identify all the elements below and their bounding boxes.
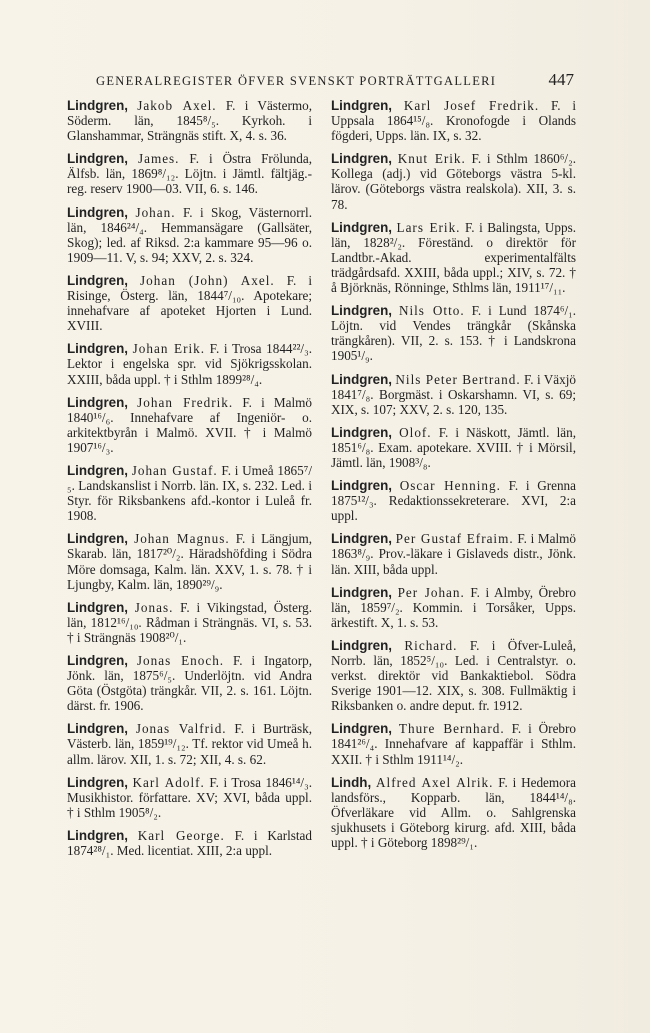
entry-given-names: Nils Peter Bertrand. (395, 371, 521, 387)
entry-text: F. i Längjum, Skarab. län, 1817²⁰/₂. Häradshöfding i Södra Möre domsaga, Kalm. län. XXV, 1. s. 78. † i Ljungby, Kalm. län, 1890²⁹/₉. (67, 531, 313, 592)
entry-surname: Lindgren, (331, 219, 392, 235)
entry-surname: Lindgren, (331, 371, 392, 387)
entry-surname: Lindgren, (331, 151, 392, 167)
entry-surname: Lindgren, (67, 462, 128, 478)
register-entry (67, 775, 312, 820)
entry-given-names: Oscar Henning. (399, 478, 501, 494)
entry-text: F. i Malmö 1840¹⁶/₆. Innehafvare af Ingeniör- o. arkitektbyrån i Malmö. XVII. † i Malmö 1907¹⁶/₃. (67, 394, 312, 455)
entry-text: F. i Skog, Västernorrl. län, 1846²⁴/₄. Hemmansägare (Gallsäter, Skog); led. af Riksd. 2:a kammare 95—96 o. 1909—11. V, s. 94; XXV, 2. s. 324. (67, 204, 313, 265)
entry-given-names: Johan. (135, 204, 176, 220)
entry-given-names: Alfred Axel Alrik. (376, 774, 494, 790)
entry-given-names: Lars Erik. (396, 219, 461, 235)
register-entry (331, 478, 576, 523)
register-entry (331, 425, 576, 470)
register-entry (67, 98, 312, 143)
entry-surname: Lindgren, (331, 303, 392, 319)
register-entry (331, 303, 576, 363)
entry-text: F. i Sthlm 1860⁶/₂. Kollega (adj.) vid Göteborgs västra 5-kl. lärov. (Göteborgs västra realskola). XII, 3. s. 78. (331, 151, 576, 212)
entry-surname: Lindgren, (67, 98, 128, 113)
running-header (96, 70, 574, 94)
register-entry (331, 585, 576, 630)
entry-surname: Lindgren, (67, 341, 128, 357)
entry-given-names: Karl Josef Fredrik. (403, 98, 540, 113)
entry-given-names: Johan Magnus. (134, 531, 230, 547)
entry-given-names: Johan Gustaf. (131, 462, 218, 478)
running-title: GENERALREGISTER ÖFVER SVENSKT PORTRÄTTGALLERI (96, 74, 497, 88)
register-entry (67, 341, 312, 386)
entry-given-names: Johan Erik. (132, 341, 206, 357)
entry-given-names: Jonas Valfrid. (135, 721, 227, 737)
entry-text: F. i Ingatorp, Jönk. län, 1875⁶/₅. Underlöjtn. vid Andra Göta (Östgöta) trängkår. VII, 2. s. 161. Löjtn. därst. fr. 1906. (67, 653, 313, 714)
entry-text: F. i Risinge, Österg. län, 1844⁷/₁₀. Apotekare; innehafvare af apoteket Hjorten i Lund. XVIII. (67, 272, 312, 334)
right-column (331, 98, 576, 858)
register-entry (67, 205, 312, 265)
entry-text: F. i Östra Frölunda, Älfsb. län, 1869⁸/₁₂. Löjtn. i Jämtl. fältjäg.-reg. reserv 1900—03. VII, 6. s. 146. (67, 151, 313, 197)
entry-surname: Lindgren, (67, 721, 128, 737)
entry-given-names: Jonas Enoch. (136, 653, 225, 668)
entry-given-names: Johan (John) Axel. (140, 272, 275, 288)
entry-text: F. i Trosa 1846¹⁴/₃. Musikhistor. författare. XV; XVI, båda uppl. † i Sthlm 1905⁸/₂. (67, 774, 312, 820)
entry-given-names: James. (137, 151, 180, 167)
register-entry (67, 151, 312, 196)
entry-surname: Lindgren, (331, 721, 392, 737)
entry-surname: Lindgren, (331, 637, 392, 653)
entry-surname: Lindgren, (67, 653, 128, 668)
entry-surname: Lindgren, (67, 151, 128, 167)
entry-surname: Lindgren, (67, 774, 128, 790)
register-entry (331, 531, 576, 576)
entry-text: F. i Uppsala 1864¹⁵/₈. Kronofogde i Olands fögderi, Upps. län. IX, s. 32. (331, 98, 577, 144)
entry-text: F. i Karlstad 1874²⁸/₁. Med. licentiat. XIII, 2:a uppl. (67, 827, 313, 859)
register-entry (67, 721, 312, 766)
entry-given-names: Karl Adolf. (132, 774, 205, 790)
register-entry (67, 273, 312, 333)
entry-given-names: Olof. (399, 424, 432, 440)
entry-surname: Lindgren, (67, 272, 128, 288)
entry-text: F. i Växjö 1841⁷/₈. Borgmäst. i Oskarshamn. VI, s. 69; XIX, s. 107; XXV, 2. s. 120, 135. (331, 371, 576, 417)
register-entry (331, 721, 576, 766)
register-entry (331, 98, 576, 143)
register-entry (331, 775, 576, 850)
entry-given-names: Karl George. (137, 827, 225, 843)
entry-surname: Lindgren, (67, 599, 128, 615)
entry-given-names: Jonas. (134, 599, 174, 615)
page-number: 447 (548, 70, 574, 89)
entry-text: F. i Grenna 1875¹²/₃. Redaktionssekreterare. XVI, 2:a uppl. (331, 478, 577, 524)
register-entry (67, 653, 312, 713)
entry-surname: Lindh, (331, 774, 372, 790)
entry-text: F. i Örebro 1841²⁶/₄. Innehafvare af kappaffär i Sthlm. XXII. † i Sthlm 1911¹⁴/₂. (331, 721, 577, 767)
entry-text: F. i Öfver-Luleå, Norrb. län, 1852⁵/₁₀. Led. i Centralstyr. o. verkst. direktör vid Bankaktiebol. Södra Sverige 1901—12. XIX, s. 308. Fullmäktig i Riksbanken o. andre deput. fr. 1912. (331, 637, 577, 714)
entry-given-names: Richard. (404, 637, 458, 653)
entry-surname: Lindgren, (67, 204, 128, 220)
entry-surname: Lindgren, (67, 827, 128, 843)
entry-given-names: Jakob Axel. (137, 98, 217, 113)
entry-text: F. i Malmö 1863⁸/₉. Prov.-läkare i Gislaveds distr., Jönk. län. XIII, båda uppl. (331, 531, 576, 577)
register-entry (331, 638, 576, 713)
entry-given-names: Johan Fredrik. (137, 394, 234, 410)
left-column (67, 98, 312, 866)
entry-text: F. i Balingsta, Upps. län, 1828²/₂. Föreständ. o direktör för Landtbr.-Akad. experimentalfälts trädgårdsafd. XXIII, båda uppl.; XIV, s. 72. † å Björknäs, Rönninge, Sthlms län, 1911¹⁷/₁₁. (331, 219, 576, 296)
register-entry (67, 531, 312, 591)
entry-given-names: Per Johan. (397, 584, 465, 600)
entry-text: F. i Näskott, Jämtl. län, 1851⁶/₈. Exam. apotekare. XVIII. † i Mörsil, Jämtl. län, 1908³/₈. (331, 424, 577, 470)
register-entry (67, 463, 312, 523)
register-entry (67, 600, 312, 645)
entry-surname: Lindgren, (67, 394, 128, 410)
entry-text: F. i Vikingstad, Österg. län, 1812¹⁶/₁₀. Rådman i Strängnäs. VI, s. 53. † i Strängnäs 1908²⁰/₁. (67, 599, 312, 645)
register-entry (331, 220, 576, 295)
entry-text: F. i Trosa 1844²²/₃. Lektor i engelska spr. vid Sjökrigsskolan. XXIII, båda uppl. † i Sthlm 1899²⁸/₄. (67, 341, 312, 387)
register-entry (331, 372, 576, 417)
entry-surname: Lindgren, (67, 531, 128, 547)
entry-given-names: Per Gustaf Efraim. (395, 531, 514, 547)
entry-text: F. i Lund 1874⁶/₁. Löjtn. vid Vendes trängkår (Skånska trängkåren). VII, 2. s. 153. † i Landskrona 1905¹/₉. (331, 303, 577, 364)
register-entry (331, 151, 576, 211)
entry-given-names: Nils Otto. (398, 303, 465, 319)
entry-given-names: Thure Bernhard. (398, 721, 505, 737)
entry-text: F. i Västermo, Söderm. län, 1845⁸/₅. Kyrkoh. i Glanshammar, Strängnäs stift. X, 4. s. 36. (67, 98, 312, 144)
entry-text: F. i Almby, Örebro län, 1859⁷/₂. Kommin. i Torsåker, Upps. ärkestift. X, 1. s. 53. (331, 584, 576, 630)
entry-surname: Lindgren, (331, 424, 392, 440)
register-entry (67, 395, 312, 455)
register-entry (67, 828, 312, 858)
entry-text: F. i Umeå 1865⁷/₅. Landskanslist i Norrb. län. IX, s. 232. Led. i Styr. för Riksbankens afd.-kontor i Luleå fr. 1908. (67, 462, 312, 524)
entry-surname: Lindgren, (331, 98, 392, 113)
entry-surname: Lindgren, (331, 531, 392, 547)
entry-surname: Lindgren, (331, 478, 392, 494)
entry-given-names: Knut Erik. (397, 151, 466, 167)
entry-text: F. i Hedemora landsförs., Kopparb. län, 1844¹⁴/₈. Öfverläkare vid Allm. o. Sahlgrenska sjukhusets i Göteborg kirurg. afd. XIII, båda uppl. † i Göteborg 1898²⁹/₁. (331, 774, 576, 851)
entry-text: F. i Burträsk, Västerb. län, 1859¹⁹/₁₂. Tf. rektor vid Umeå h. allm. lärov. XII, 1. s. 72; XII, 4. s. 62. (67, 721, 312, 767)
entry-surname: Lindgren, (331, 584, 392, 600)
